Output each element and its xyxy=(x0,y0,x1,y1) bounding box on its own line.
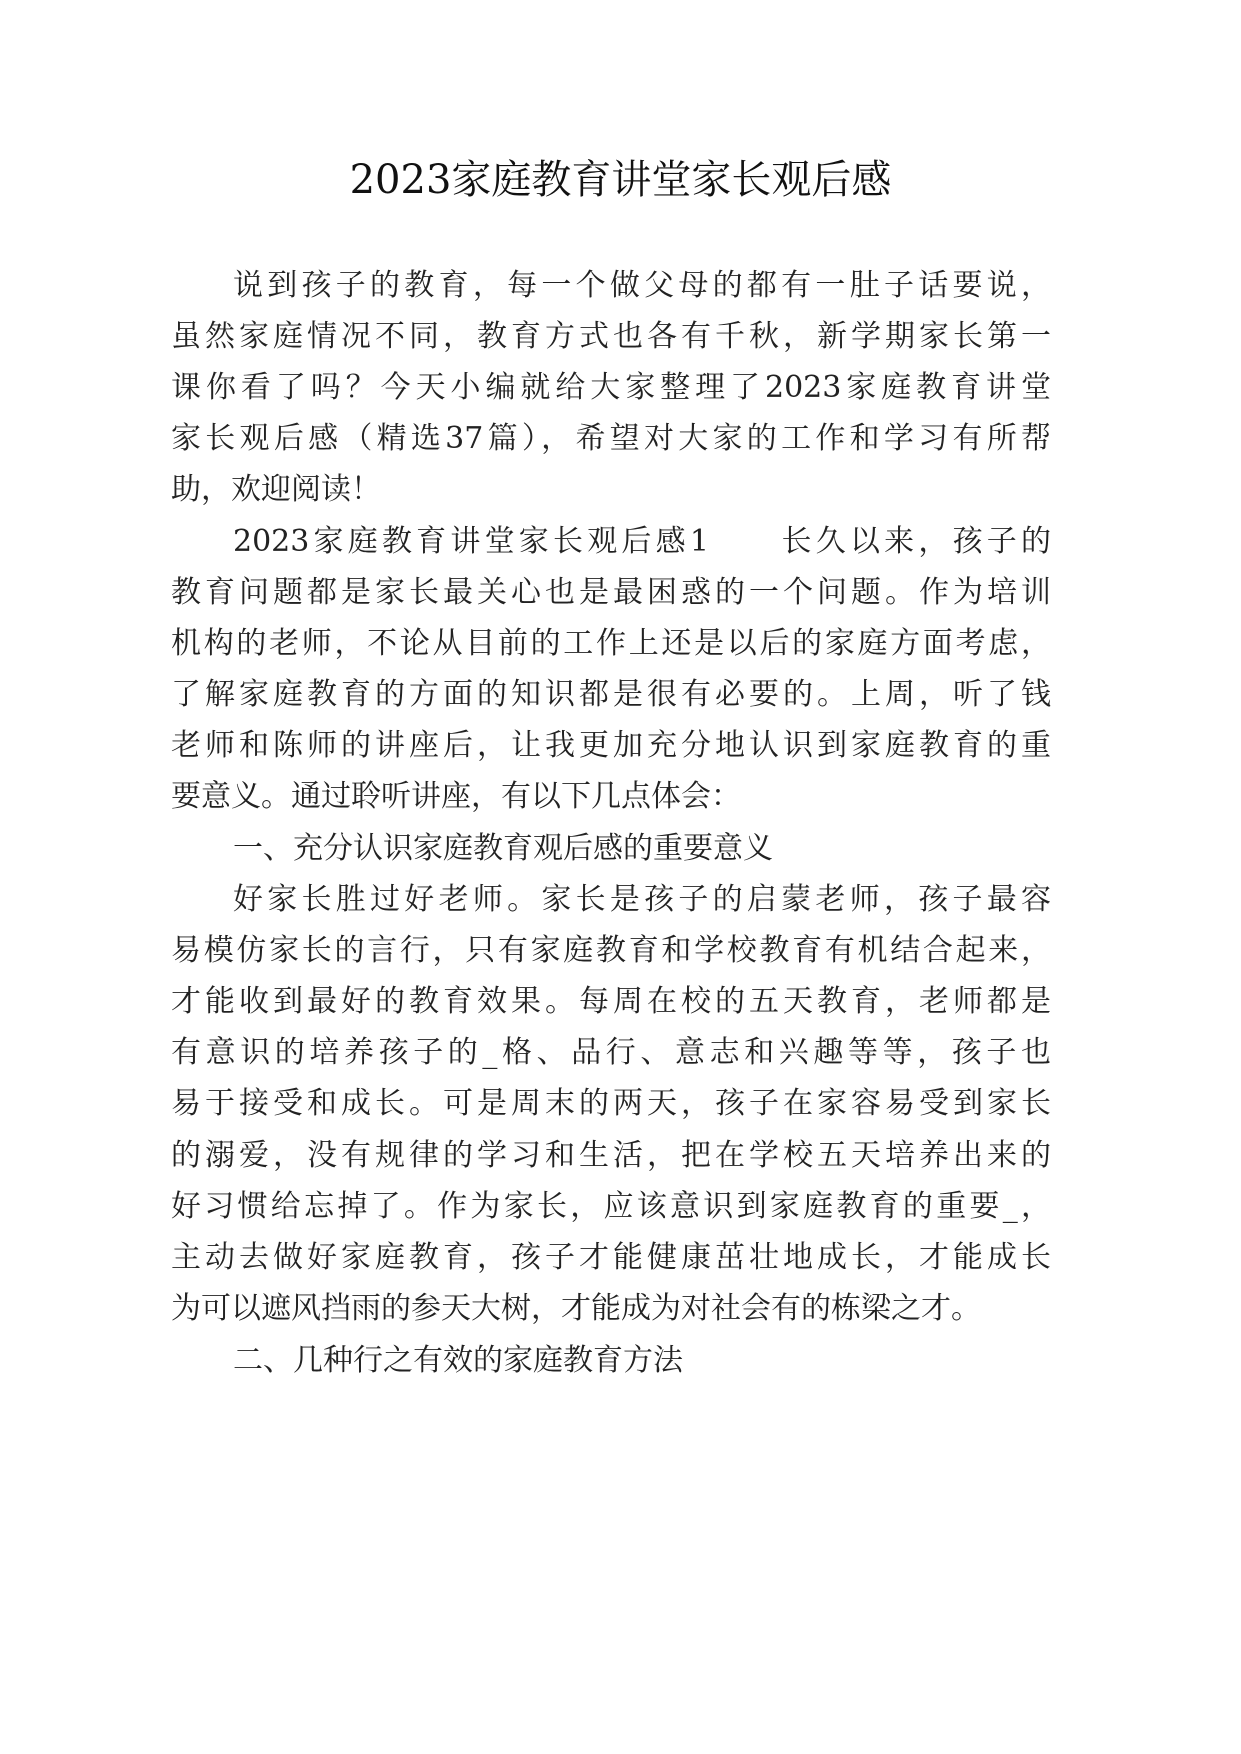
paragraph-line: 教育问题都是家长最关心也是最困惑的一个问题。作为培训 xyxy=(171,575,1051,610)
paragraph-line: 虽然家庭情况不同，教育方式也各有千秋，新学期家长第一 xyxy=(171,319,1051,354)
section-heading: 一、充分认识家庭教育观后感的重要意义 xyxy=(233,831,773,866)
section-heading: 二、几种行之有效的家庭教育方法 xyxy=(233,1343,683,1378)
document-title: 2023家庭教育讲堂家长观后感 xyxy=(349,157,892,203)
paragraph-line: 的溺爱，没有规律的学习和生活，把在学校五天培养出来的 xyxy=(171,1138,1051,1173)
paragraph-line: 易模仿家长的言行，只有家庭教育和学校教育有机结合起来， xyxy=(171,933,1051,968)
paragraph-line: 为可以遮风挡雨的参天大树，才能成为对社会有的栋梁之才。 xyxy=(171,1291,981,1326)
paragraph-line: 说到孩子的教育，每一个做父母的都有一肚子话要说， xyxy=(233,268,1051,303)
paragraph-line: 主动去做好家庭教育，孩子才能健康茁壮地成长，才能成长 xyxy=(171,1240,1051,1275)
paragraph-line: 助，欢迎阅读！ xyxy=(171,472,381,507)
paragraph-line: 2023家庭教育讲堂家长观后感1 长久以来，孩子的 xyxy=(233,524,1051,559)
paragraph-line: 要意义。通过聆听讲座，有以下几点体会： xyxy=(171,779,741,814)
paragraph-line: 好家长胜过好老师。家长是孩子的启蒙老师，孩子最容 xyxy=(233,882,1051,917)
paragraph-line: 才能收到最好的教育效果。每周在校的五天教育，老师都是 xyxy=(171,984,1051,1019)
paragraph-line: 了解家庭教育的方面的知识都是很有必要的。上周，听了钱 xyxy=(171,677,1051,712)
paragraph-line: 机构的老师，不论从目前的工作上还是以后的家庭方面考虑， xyxy=(171,626,1051,661)
paragraph-line: 易于接受和成长。可是周末的两天，孩子在家容易受到家长 xyxy=(171,1086,1051,1121)
paragraph-line: 有意识的培养孩子的_格、品行、意志和兴趣等等，孩子也 xyxy=(171,1035,1051,1070)
paragraph-line: 家长观后感（精选37篇），希望对大家的工作和学习有所帮 xyxy=(171,421,1051,456)
paragraph-line: 课你看了吗？今天小编就给大家整理了2023家庭教育讲堂 xyxy=(171,370,1051,405)
paragraph-line: 老师和陈师的讲座后，让我更加充分地认识到家庭教育的重 xyxy=(171,728,1051,763)
paragraph-line: 好习惯给忘掉了。作为家长，应该意识到家庭教育的重要_， xyxy=(171,1189,1051,1224)
